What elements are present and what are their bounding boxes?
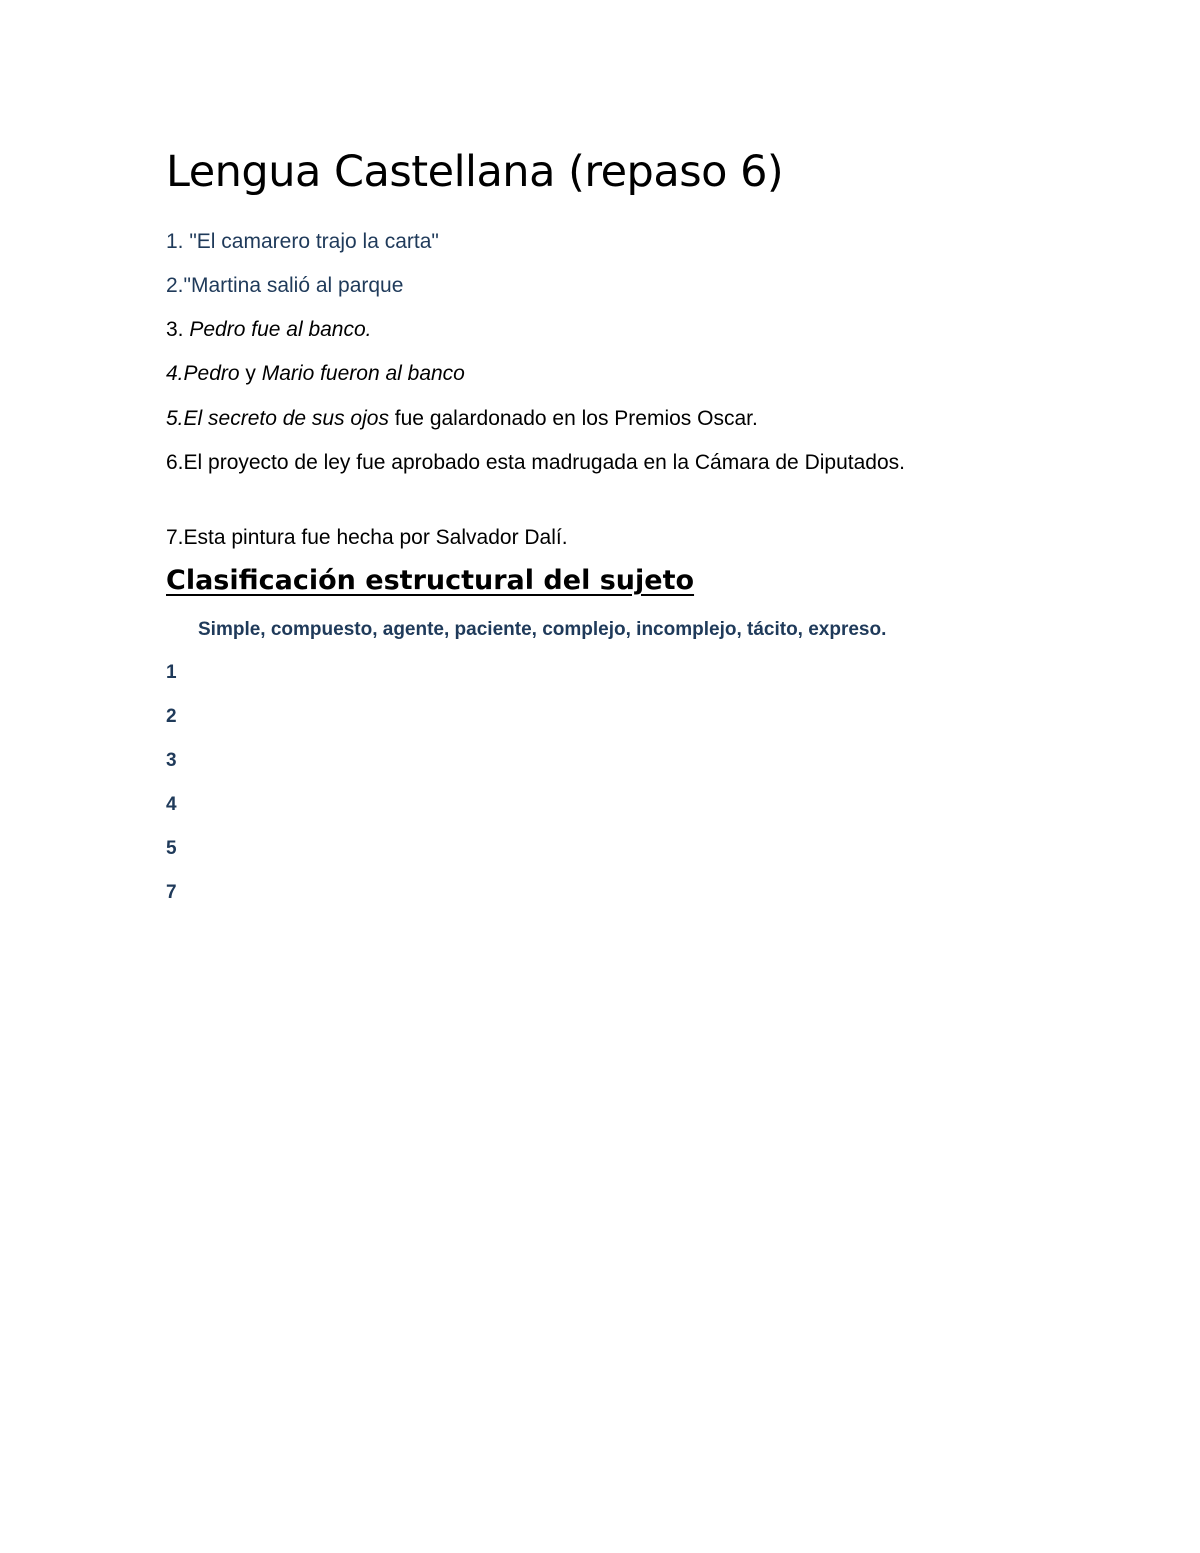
sentence-3-text: Pedro fue al banco.	[189, 318, 372, 341]
classification-options: Simple, compuesto, agente, paciente, complejo, incomplejo, tácito, expreso.	[198, 619, 887, 640]
sentence-4	[166, 358, 465, 390]
sentence-3	[166, 314, 372, 346]
answer-number-3: 3	[166, 750, 177, 771]
sentence-2: 2."Martina salió al parque	[166, 274, 404, 297]
sentence-4-part-b: y	[239, 362, 262, 385]
sentence-5	[166, 403, 758, 435]
answer-number-2: 2	[166, 706, 177, 727]
sentence-3-number: 3.	[166, 318, 190, 341]
section-heading: Clasificación estructural del sujeto	[166, 565, 695, 596]
answer-number-7: 7	[166, 882, 177, 903]
answer-number-5: 5	[166, 838, 177, 859]
answer-number-1: 1	[166, 662, 177, 683]
sentence-4-part-a: 4.Pedro	[166, 362, 240, 385]
sentence-5-part-a: 5.El secreto de sus ojos	[166, 407, 389, 430]
sentence-1: 1. "El camarero trajo la carta"	[166, 230, 439, 253]
answer-number-4: 4	[166, 794, 177, 815]
sentence-5-part-b: fue galardonado en los Premios Oscar.	[388, 407, 758, 430]
page-title: Lengua Castellana (repaso 6)	[166, 147, 784, 197]
sentence-6: 6.El proyecto de ley fue aprobado esta madrugada en la Cámara de Diputados.	[166, 451, 905, 474]
sentence-7: 7.Esta pintura fue hecha por Salvador Dalí.	[166, 526, 568, 549]
sentence-4-part-c: Mario fueron al banco	[261, 362, 465, 385]
